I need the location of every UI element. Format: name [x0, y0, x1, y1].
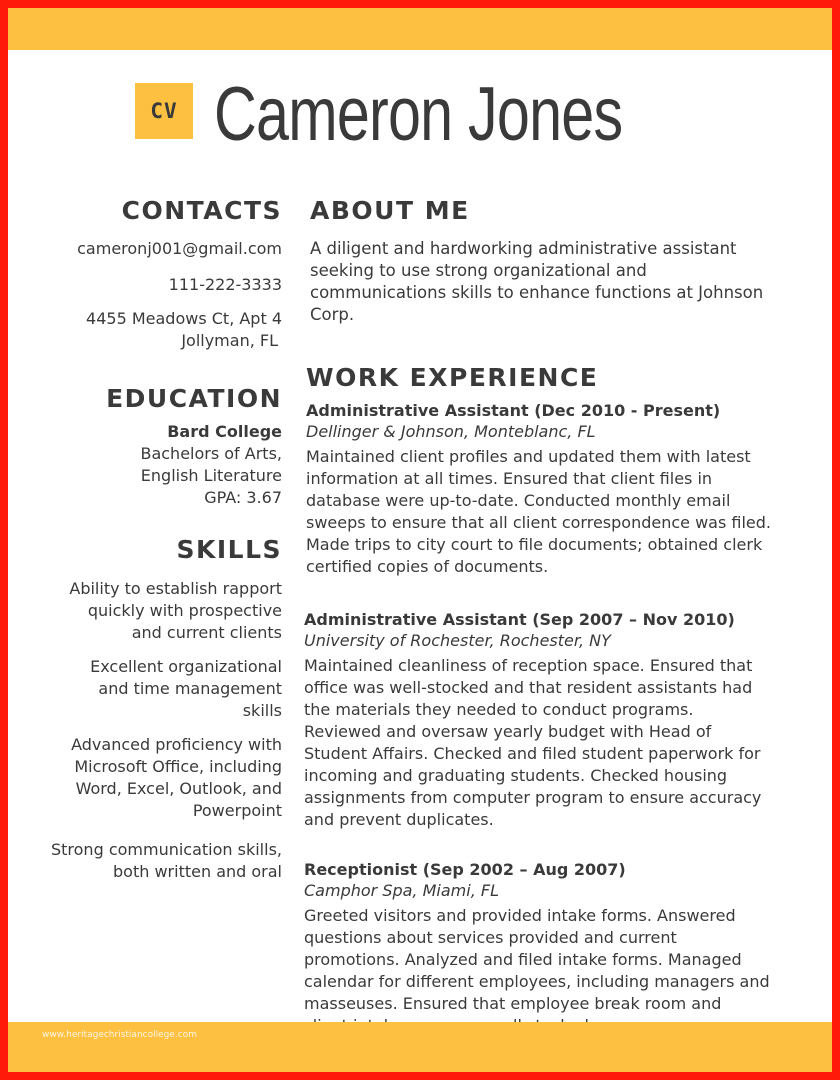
skills-heading: SKILLS — [176, 535, 282, 564]
job-desc: Greeted visitors and provided intake forms. Answered questions about services provided and current promotions. Analyzed and filed intake forms. Managed calendar for different employees, including managers and masseuses. Ensured that employee break room and — [304, 906, 770, 1013]
education-heading: EDUCATION — [106, 384, 282, 413]
job-title: Administrative Assistant (Dec 2010 - Present) — [306, 401, 721, 420]
contacts-heading: CONTACTS — [121, 196, 282, 225]
candidate-name: Cameron Jones — [214, 72, 623, 157]
about-text: A diligent and hardworking administrative assistant seeking to use strong organizational and communications skills to enhance functions at Johnson Corp. — [310, 239, 764, 324]
job-title: Administrative Assistant (Sep 2007 – Nov 2010) — [304, 610, 735, 629]
job-org: Camphor Spa, Miami, FL — [304, 881, 499, 900]
skill-item: Excellent organizational and time management skills — [90, 657, 282, 720]
contact-phone: 111-222-3333 — [168, 275, 282, 294]
education-degree-line2: English Literature — [140, 466, 282, 485]
top-accent-band — [8, 8, 832, 50]
left-column — [38, 184, 282, 883]
cv-badge: CV — [135, 83, 193, 139]
job-desc: Maintained client profiles and updated them with latest information at all times. Ensured that client files in database were up-to-date. Conducted monthly email sweeps to ensure that all client correspondence was filed. Made trips to city court to file documents; obtained clerk certified copies of documents. — [306, 447, 772, 576]
contact-address-line1: 4455 Meadows Ct, Apt 4 — [86, 309, 282, 328]
contact-email: cameronj001@gmail.com — [77, 239, 282, 258]
education-degree-line1: Bachelors of Arts, — [140, 444, 282, 463]
job-org: Dellinger & Johnson, Monteblanc, FL — [306, 422, 596, 441]
contact-address-line2: Jollyman, FL — [181, 331, 278, 350]
education-school: Bard College — [167, 422, 282, 441]
right-column — [304, 184, 784, 1037]
skill-item: Strong communication skills, both written and oral — [50, 840, 282, 881]
job-entry — [304, 609, 784, 831]
skill-item: Ability to establish rapport quickly with prospective and current clients — [69, 579, 282, 642]
job-desc: Maintained cleanliness of reception space. Ensured that office was well-stocked and that resident assistants had the materials they needed to conduct programs. Reviewed and oversaw yearly budget with Head of Student Affairs. Checked and filed student paperwork for incoming and graduating students. Checked housing assignments from computer program to ensure accuracy and prevent duplicates. — [304, 656, 762, 829]
job-org: University of Rochester, Rochester, NY — [304, 631, 611, 650]
watermark-url: www.heritagechristiancollege.com — [42, 1030, 197, 1040]
skills-list — [38, 578, 282, 883]
skill-item: Advanced proficiency with Microsoft Office, including Word, Excel, Outlook, and Powerpoint — [71, 735, 282, 820]
education-gpa: GPA: 3.67 — [204, 488, 282, 507]
job-entry — [304, 859, 784, 1037]
job-title: Receptionist (Sep 2002 – Aug 2007) — [304, 860, 626, 879]
about-heading: ABOUT ME — [310, 196, 470, 225]
work-heading: WORK EXPERIENCE — [306, 363, 599, 392]
job-entry — [306, 400, 784, 578]
